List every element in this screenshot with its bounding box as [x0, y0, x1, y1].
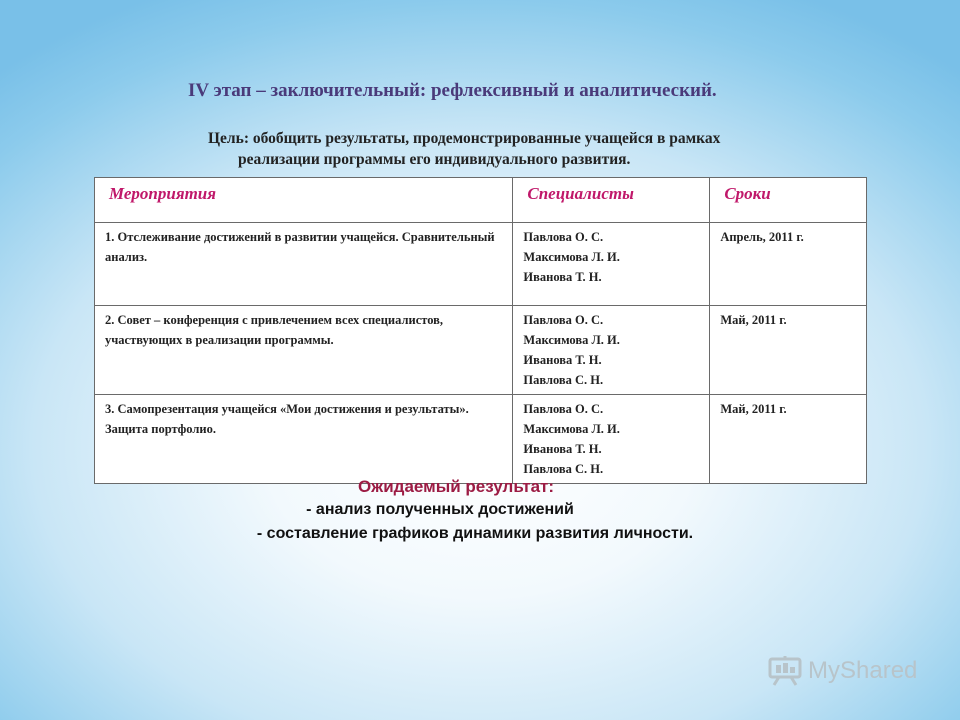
- header-terms: Сроки: [710, 178, 867, 223]
- term-cell: Апрель, 2011 г.: [710, 223, 867, 306]
- result-heading: Ожидаемый результат:: [357, 477, 555, 496]
- result-line-1: - анализ полученных достижений: [306, 501, 574, 518]
- watermark-logo: [768, 656, 917, 686]
- specialist-name: Павлова О. С.: [523, 313, 604, 327]
- specialists-cell: [513, 223, 710, 306]
- table-row: [95, 306, 867, 395]
- expected-result: [0, 476, 960, 546]
- term-cell: Май, 2011 г.: [710, 306, 867, 395]
- specialist-name: Павлова О. С.: [523, 402, 604, 416]
- event-cell: 3. Самопрезентация учащейся «Мои достижения и результаты». Защита портфолио.: [95, 395, 513, 484]
- presentation-board-icon: [768, 656, 802, 686]
- table-row: [95, 395, 867, 484]
- watermark-text: MyShared: [808, 657, 918, 684]
- goal-text: [208, 128, 888, 170]
- specialist-name: Павлова С. Н.: [523, 462, 604, 476]
- slide-title: IV этап – заключительный: рефлексивный и аналитический.: [188, 80, 717, 101]
- specialist-name: Павлова О. С.: [523, 230, 604, 244]
- goal-line-1: Цель: обобщить результаты, продемонстрированные учащейся в рамках: [208, 130, 721, 147]
- event-cell: 2. Совет – конференция с привлечением всех специалистов, участвующих в реализации программы.: [95, 306, 513, 395]
- goal-line-2: реализации программы его индивидуального развития.: [238, 151, 631, 168]
- specialist-name: Максимова Л. И.: [523, 333, 620, 347]
- result-line-2: - составление графиков динамики развития личности.: [256, 525, 694, 542]
- specialists-cell: [513, 395, 710, 484]
- table-header-row: [95, 178, 867, 223]
- events-table: [94, 177, 867, 484]
- event-cell: 1. Отслеживание достижений в развитии учащейся. Сравнительный анализ.: [95, 223, 513, 306]
- specialist-name: Максимова Л. И.: [523, 250, 620, 264]
- specialist-name: Иванова Т. Н.: [523, 442, 602, 456]
- specialist-name: Максимова Л. И.: [523, 422, 620, 436]
- specialist-name: Иванова Т. Н.: [523, 270, 602, 284]
- specialists-cell: [513, 306, 710, 395]
- header-specialists: Специалисты: [513, 178, 710, 223]
- header-events: Мероприятия: [95, 178, 513, 223]
- specialist-name: Иванова Т. Н.: [523, 353, 602, 367]
- table-row: [95, 223, 867, 306]
- specialist-name: Павлова С. Н.: [523, 373, 604, 387]
- term-cell: Май, 2011 г.: [710, 395, 867, 484]
